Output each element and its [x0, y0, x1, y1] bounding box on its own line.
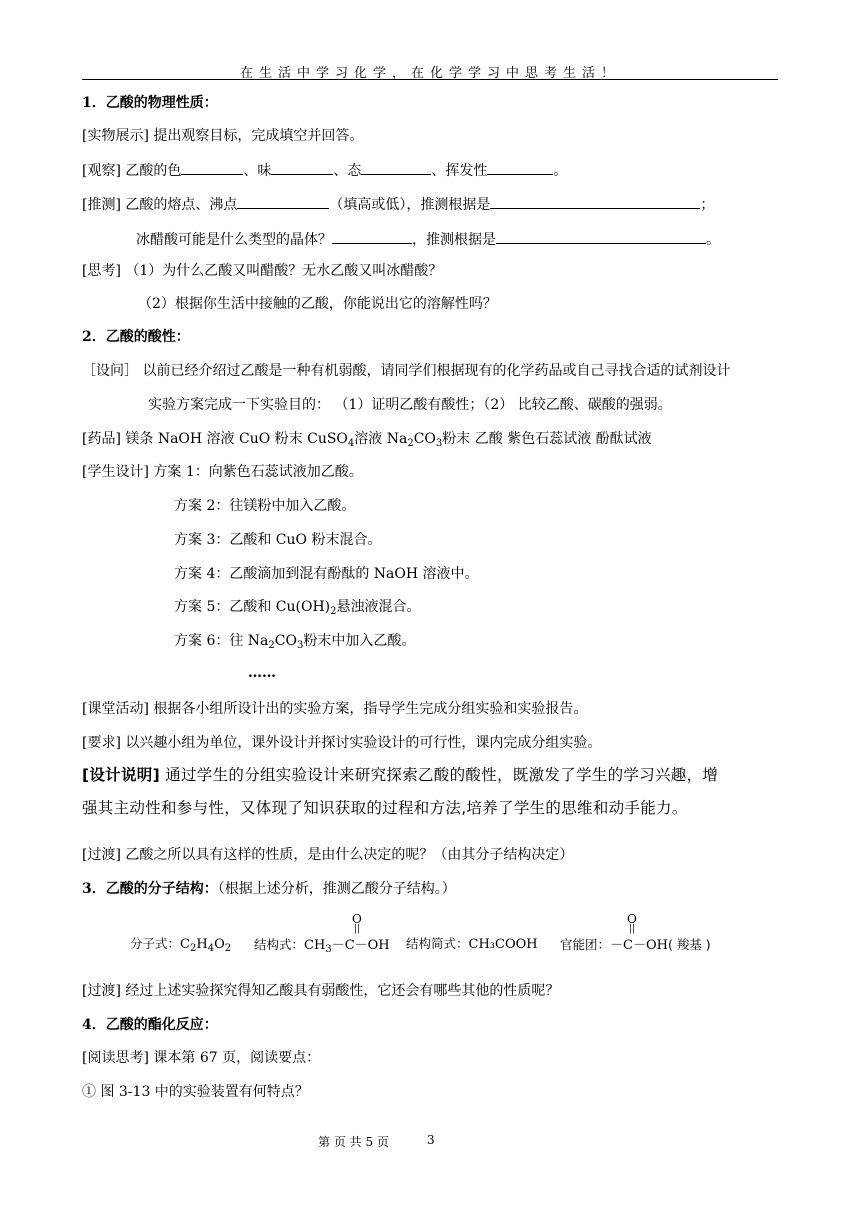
footer-page-label: 第 页 共 5 页 — [318, 1135, 389, 1149]
requirement-line: [要求] 以兴趣小组为单位，课外设计并探讨实验设计的可行性，课内完成分组实验。 — [82, 735, 602, 751]
observe-state: 、态 — [333, 163, 362, 179]
point-1: ① 图 3-13 中的实验装置有何特点？ — [82, 1084, 309, 1100]
question-line-1: ［设问］ 以前已经介绍过乙酸是一种有机弱酸，请同学们根据现有的化学药品或自己寻找合适的试剂设计 — [82, 363, 731, 379]
think-line-2: （2）根据你生活中接触的乙酸，你能说出它的溶解性吗？ — [138, 296, 497, 312]
plan-5-sub: 2 — [330, 606, 337, 617]
observe-label: [观察] 乙酸的色 — [82, 163, 182, 179]
reading-line: [阅读思考] 课本第 67 页，阅读要点： — [82, 1050, 321, 1066]
reagents-part-b: 溶液 Na — [354, 431, 408, 447]
transition-line-2: [过渡] 经过上述实验探究得知乙酸具有弱酸性，它还会有哪些其他的性质呢？ — [82, 983, 560, 999]
ellipsis: …… — [248, 665, 276, 681]
design-line-2: 强其主动性和参与性，又体现了知识获取的过程和方法,培养了学生的思维和动手能力。 — [82, 799, 688, 817]
group-double-bond: || — [629, 924, 636, 934]
observe-volatile: 、挥发性 — [431, 163, 488, 179]
crystal-question: 冰醋酸可能是什么类型的晶体？ — [136, 232, 332, 248]
formula-o-sub: 2 — [224, 943, 232, 954]
page-footer — [318, 1133, 435, 1150]
observe-line — [82, 160, 567, 180]
formula-label: 分子式： — [130, 936, 181, 951]
molecular-structure-row — [130, 912, 730, 960]
plan-5-part-b: 悬浊液混合。 — [336, 599, 421, 615]
reagents-part-c: CO — [413, 431, 436, 447]
struct-ch: CH — [304, 938, 326, 953]
formula-o: O — [214, 937, 225, 952]
group-o-atom: O — [627, 912, 637, 926]
blank-taste — [271, 160, 333, 175]
page-header: 在生活中学习化学，在化学学习中思考生活！ — [239, 66, 620, 81]
molecular-formula — [130, 934, 231, 954]
plan-6-sub-1: 2 — [268, 640, 275, 651]
section3-title: 3．乙酸的分子结构： — [82, 881, 218, 897]
group-name: ( 羧基 ) — [667, 937, 711, 952]
crystal-mid: ，推测根据是 — [412, 232, 496, 248]
reagents-sub-a: 4 — [347, 438, 355, 449]
crystal-line — [136, 229, 720, 249]
header-rule — [82, 79, 778, 80]
plan-1: [学生设计] 方案 1：向紫色石蕊试液加乙酸。 — [82, 464, 363, 480]
group-label: 官能团： — [560, 937, 611, 952]
observe-taste: 、味 — [243, 163, 272, 179]
formula-c: C — [180, 937, 190, 952]
plan-6 — [174, 632, 415, 655]
struct-rest: －C－OH — [331, 938, 390, 953]
predict-line — [82, 194, 714, 214]
struct-o-atom: O — [352, 912, 362, 926]
reagents-sub-c: 3 — [435, 438, 443, 449]
think-line-1: [思考] （1）为什么乙酸又叫醋酸？无水乙酸又叫冰醋酸？ — [82, 263, 443, 279]
section1-title: 1．乙酸的物理性质： — [82, 95, 218, 111]
struct-double-bond: || — [354, 924, 361, 934]
blank-reason2 — [496, 229, 706, 244]
observe-end: 。 — [553, 163, 568, 179]
footer-overlap-number: 3 — [427, 1133, 435, 1147]
formula-h: H — [196, 937, 208, 952]
simple-label: 结构简式： — [406, 936, 469, 951]
plan-6-sub-2: 3 — [296, 640, 304, 651]
section4-title: 4．乙酸的酯化反应： — [82, 1017, 218, 1033]
plan-3: 方案 3：乙酸和 CuO 粉末混合。 — [174, 532, 382, 548]
struct-label: 结构式： — [254, 937, 305, 952]
design-text-1: 通过学生的分组实验设计来研究探索乙酸的酸性，既激发了学生的学习兴趣，增 — [159, 766, 719, 784]
activity-line: [课堂活动] 根据各小组所设计出的实验方案，指导学生完成分组实验和实验报告。 — [82, 701, 588, 717]
functional-group — [560, 934, 711, 953]
reagents-line — [82, 430, 652, 453]
plan-5 — [174, 598, 421, 621]
design-label: [设计说明] — [82, 766, 160, 784]
exhibit-line: [实物展示] 提出观察目标，完成填空并回答。 — [82, 128, 364, 144]
simple-value: CH₃COOH — [468, 937, 538, 952]
plan-5-part-a: 方案 5：乙酸和 Cu(OH) — [174, 599, 331, 615]
reagents-sub-b: 2 — [407, 438, 414, 449]
group-value: －C－OH — [610, 938, 668, 953]
plan-6-part-a: 方案 6：往 Na — [174, 633, 269, 649]
transition-line-1: [过渡] 乙酸之所以具有这样的性质，是由什么决定的呢？（由其分子结构决定） — [82, 847, 574, 863]
predict-mid: （填高或低），推测根据是 — [329, 197, 491, 213]
section3-note: （根据上述分析，推测乙酸分子结构。） — [217, 881, 456, 897]
reagents-part-d: 粉末 乙酸 紫色石蕊试液 酚酞试液 — [442, 431, 652, 447]
structural-formula — [254, 934, 390, 955]
predict-label: [推测] 乙酸的熔点、沸点 — [82, 197, 238, 213]
blank-volatile — [487, 160, 553, 175]
formula-c-sub: 2 — [189, 943, 197, 954]
blank-melting — [237, 194, 329, 209]
struct-ch-sub: 3 — [325, 944, 332, 955]
blank-crystal — [332, 229, 412, 244]
section2-title: 2．乙酸的酸性： — [82, 329, 190, 345]
blank-state — [361, 160, 431, 175]
blank-color — [181, 160, 243, 175]
predict-end: ； — [700, 197, 715, 213]
design-line-1 — [82, 766, 718, 784]
crystal-end: 。 — [706, 232, 720, 248]
plan-4: 方案 4：乙酸滴加到混有酚酞的 NaOH 溶液中。 — [174, 566, 479, 582]
simplified-formula — [406, 934, 538, 952]
section3-heading — [82, 880, 456, 898]
plan-6-part-b: CO — [274, 633, 297, 649]
blank-reason1 — [490, 194, 700, 209]
plan-6-part-c: 粉末中加入乙酸。 — [303, 633, 416, 649]
reagents-part-a: [药品] 镁条 NaOH 溶液 CuO 粉末 CuSO — [82, 431, 348, 447]
formula-h-sub: 4 — [207, 943, 215, 954]
plan-2: 方案 2：往镁粉中加入乙酸。 — [174, 498, 356, 514]
question-line-2: 实验方案完成一下实验目的： （1）证明乙酸有酸性；（2） 比较乙酸、碳酸的强弱。 — [148, 397, 672, 413]
